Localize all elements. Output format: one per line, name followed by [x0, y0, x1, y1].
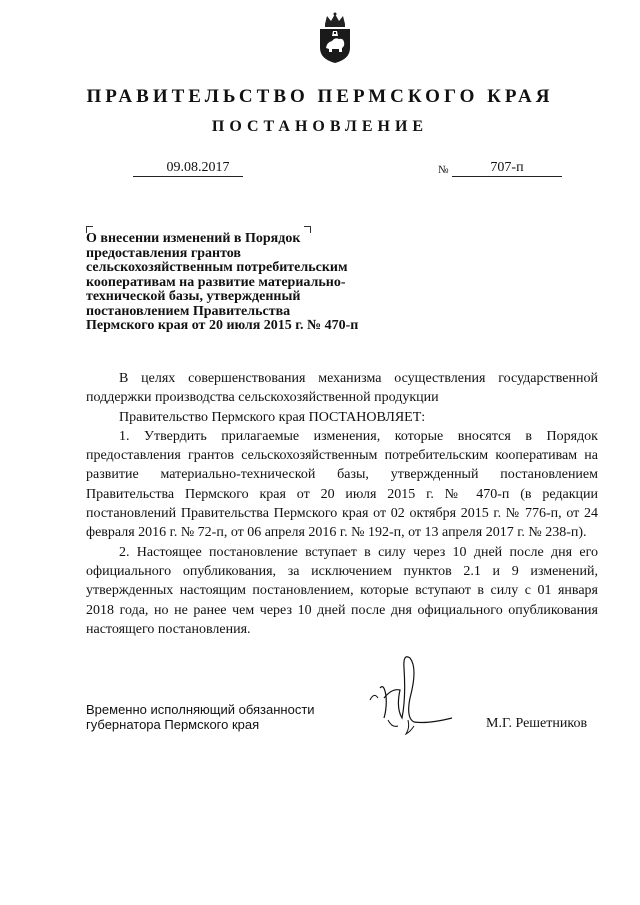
subject-line: технической базы, утвержденный	[86, 289, 301, 304]
subject-line: постановлением Правительства	[86, 303, 291, 319]
document-date: 09.08.2017	[133, 160, 243, 177]
subject-line: О внесении изменений в Порядок	[86, 231, 301, 246]
resolution-clause: Правительство Пермского края ПОСТАНОВЛЯЕТ:	[119, 409, 426, 425]
document-type: ПОСТАНОВЛЕНИЕ	[211, 118, 429, 135]
coat-of-arms-icon	[317, 12, 353, 64]
subject-line: Пермского края от 20 июля 2015 г. № 470-п	[86, 318, 359, 333]
document-subject	[86, 232, 386, 334]
signer-position	[86, 703, 346, 732]
item-2-paragraph: 2. Настоящее постановление вступает в силу через 10 дней после дня его официального опубликования, за исключением пунктов 2.1 и 9 изменений, утвержденных настоящим постановлением, которые вступают в силу с 01 января 2018 года, но не ранее чем через 10 дней после дня официального опубликования настоящего постановления.	[86, 544, 598, 637]
signer-position-line: Временно исполняющий обязанности	[86, 702, 315, 717]
document-body	[86, 369, 598, 639]
subject-line: сельскохозяйственным потребительским	[86, 260, 348, 275]
signer-position-line: губернатора Пермского края	[86, 716, 260, 732]
government-title: ПРАВИТЕЛЬСТВО ПЕРМСКОГО КРАЯ	[86, 86, 554, 107]
number-sign: №	[438, 164, 449, 176]
document-number: 707-п	[452, 160, 562, 177]
subject-line: кооперативам на развитие материально-	[86, 274, 346, 290]
handwritten-signature	[348, 648, 458, 748]
subject-line: предоставления грантов	[86, 245, 241, 261]
item-1-paragraph: 1. Утвердить прилагаемые изменения, которые вносятся в Порядок предоставления грантов сельскохозяйственным потребительским кооперативам на развитие материально-технической базы, утвержденный постановлением Правительства Пермского края от 20 июля 2015 г. № 470-п (в редакции постановлений Правительства Пермского края от 02 октября 2015 г. № 776-п, от 24 февраля 2016 г. № 72-п, от 06 апреля 2016 г. № 192-п, от 13 апреля 2017 г. № 238-п).	[86, 428, 598, 541]
signer-name: М.Г. Решетников	[486, 716, 588, 731]
preamble-paragraph: В целях совершенствования механизма осуществления государственной поддержки производства сельскохозяйственной продукции	[86, 371, 598, 406]
